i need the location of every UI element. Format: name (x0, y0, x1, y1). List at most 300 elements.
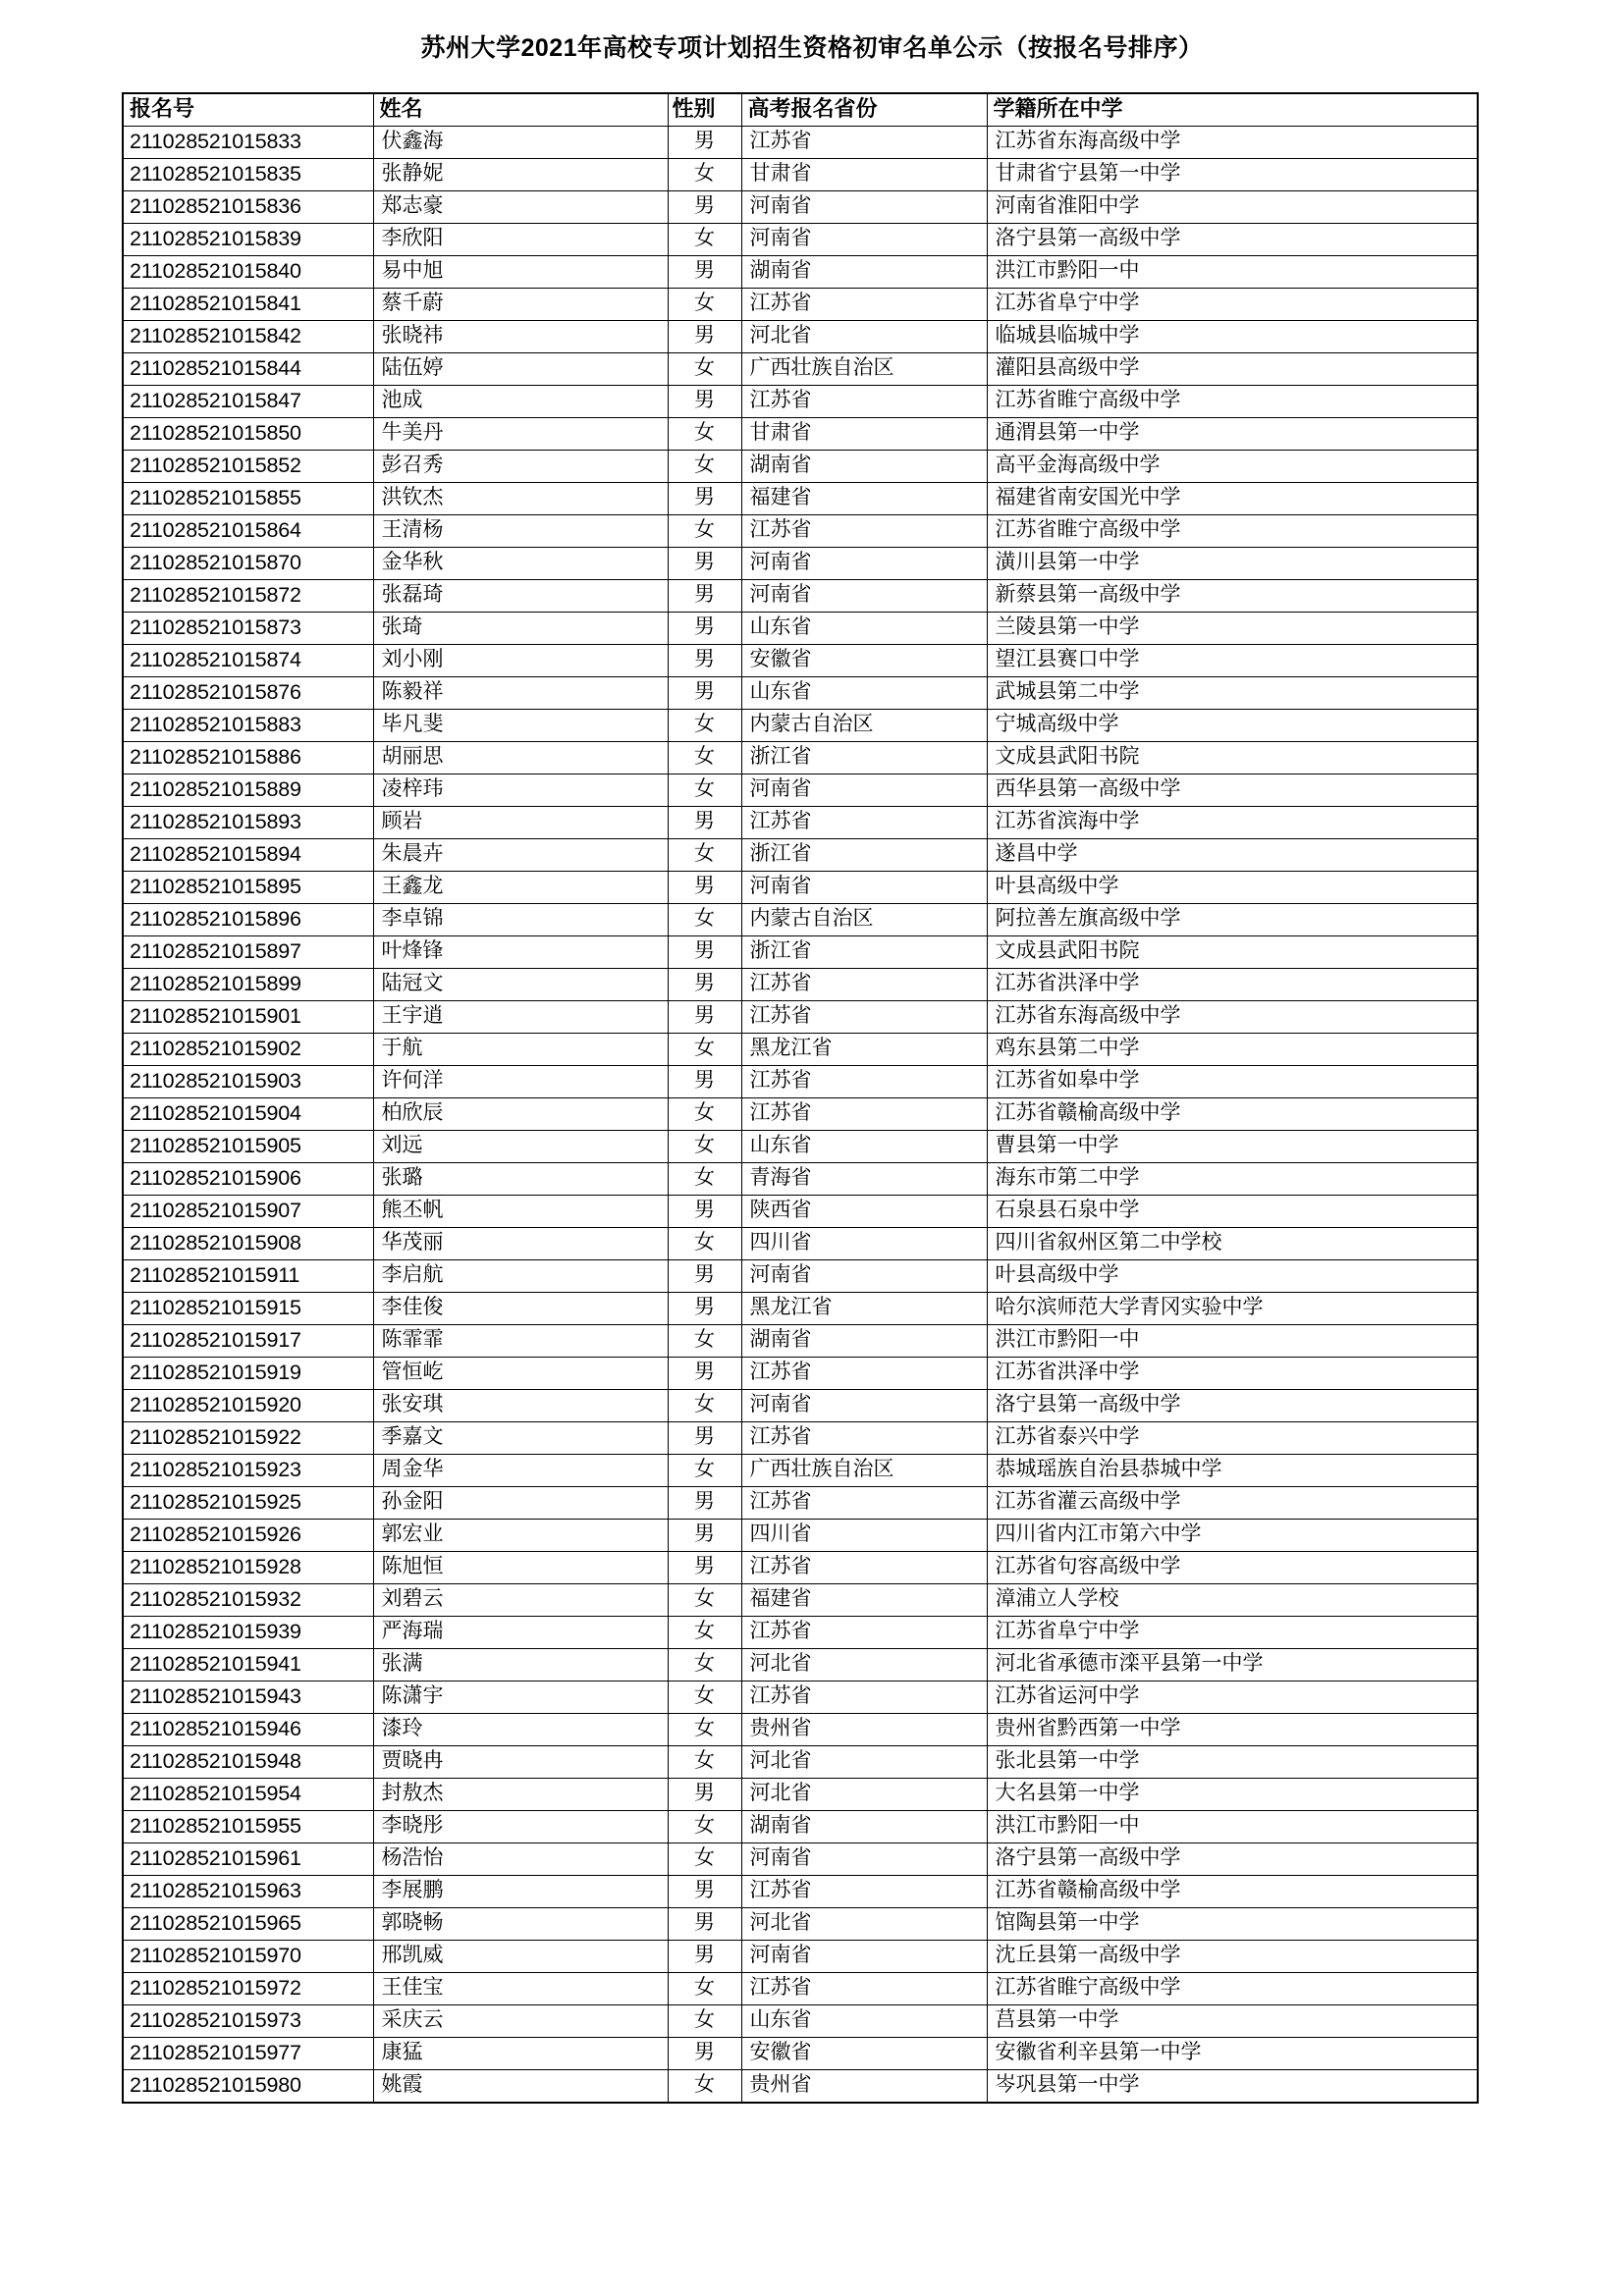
applicant-province-cell: 河南省 (741, 1842, 987, 1875)
applicant-province-cell: 江苏省 (741, 126, 987, 158)
applicant-province-cell: 河南省 (741, 579, 987, 612)
applicant-province-cell: 山东省 (741, 676, 987, 709)
applicant-id-cell: 211028521015850 (123, 417, 373, 450)
applicant-name-cell: 刘碧云 (373, 1583, 668, 1616)
applicant-school-cell: 阿拉善左旗高级中学 (987, 903, 1478, 935)
applicant-school-cell: 洛宁县第一高级中学 (987, 1389, 1478, 1421)
table-row (123, 2004, 1478, 2037)
applicant-province-cell: 浙江省 (741, 935, 987, 968)
applicant-school-cell: 福建省南安国光中学 (987, 482, 1478, 514)
table-row (123, 320, 1478, 352)
applicant-sex-cell: 男 (668, 1065, 741, 1097)
applicant-name-cell: 漆玲 (373, 1713, 668, 1745)
applicant-id-cell: 211028521015872 (123, 579, 373, 612)
applicant-name-cell: 朱晨卉 (373, 838, 668, 871)
applicant-province-cell: 湖南省 (741, 450, 987, 482)
applicant-id-cell: 211028521015904 (123, 1097, 373, 1130)
applicant-id-cell: 211028521015840 (123, 255, 373, 288)
applicant-name-cell: 彭召秀 (373, 450, 668, 482)
applicant-id-cell: 211028521015915 (123, 1292, 373, 1324)
applicant-sex-cell: 男 (668, 1907, 741, 1940)
table-row (123, 482, 1478, 514)
table-row (123, 158, 1478, 190)
applicant-id-cell: 211028521015841 (123, 288, 373, 320)
applicant-province-cell: 江苏省 (741, 968, 987, 1000)
applicant-province-cell: 黑龙江省 (741, 1292, 987, 1324)
applicant-school-cell: 新蔡县第一高级中学 (987, 579, 1478, 612)
table-row (123, 1195, 1478, 1227)
applicant-id-cell: 211028521015897 (123, 935, 373, 968)
applicant-province-cell: 河南省 (741, 1940, 987, 1972)
table-row (123, 1259, 1478, 1292)
applicant-province-cell: 陕西省 (741, 1195, 987, 1227)
table-row (123, 1648, 1478, 1681)
table-row (123, 255, 1478, 288)
applicant-province-cell: 河南省 (741, 774, 987, 806)
applicant-sex-cell: 男 (668, 385, 741, 417)
table-row (123, 806, 1478, 838)
column-header-name: 姓名 (373, 93, 668, 127)
applicant-school-cell: 张北县第一中学 (987, 1745, 1478, 1778)
applicant-id-cell: 211028521015946 (123, 1713, 373, 1745)
applicant-id-cell: 211028521015896 (123, 903, 373, 935)
applicant-id-cell: 211028521015844 (123, 352, 373, 385)
applicant-province-cell: 江苏省 (741, 1681, 987, 1713)
applicant-name-cell: 毕凡斐 (373, 709, 668, 741)
roster-table-container (0, 92, 1624, 2104)
applicant-school-cell: 沈丘县第一高级中学 (987, 1940, 1478, 1972)
applicant-id-cell: 211028521015893 (123, 806, 373, 838)
applicant-province-cell: 浙江省 (741, 838, 987, 871)
applicant-province-cell: 甘肃省 (741, 417, 987, 450)
applicant-school-cell: 甘肃省宁县第一中学 (987, 158, 1478, 190)
table-row (123, 450, 1478, 482)
applicant-school-cell: 江苏省赣榆高级中学 (987, 1875, 1478, 1907)
applicant-sex-cell: 女 (668, 1681, 741, 1713)
column-header-school: 学籍所在中学 (987, 93, 1478, 127)
applicant-school-cell: 潢川县第一中学 (987, 547, 1478, 579)
applicant-school-cell: 洪江市黔阳一中 (987, 1810, 1478, 1842)
applicant-sex-cell: 男 (668, 547, 741, 579)
applicant-school-cell: 石泉县石泉中学 (987, 1195, 1478, 1227)
applicant-sex-cell: 男 (668, 1421, 741, 1454)
applicant-name-cell: 邢凯威 (373, 1940, 668, 1972)
applicant-sex-cell: 男 (668, 968, 741, 1000)
applicant-sex-cell: 女 (668, 158, 741, 190)
applicant-sex-cell: 女 (668, 1162, 741, 1195)
applicant-province-cell: 河北省 (741, 320, 987, 352)
applicant-school-cell: 江苏省阜宁中学 (987, 1616, 1478, 1648)
applicant-school-cell: 江苏省东海高级中学 (987, 126, 1478, 158)
applicant-school-cell: 灌阳县高级中学 (987, 352, 1478, 385)
applicant-id-cell: 211028521015836 (123, 190, 373, 223)
applicant-sex-cell: 女 (668, 1324, 741, 1357)
applicant-name-cell: 张晓祎 (373, 320, 668, 352)
applicant-school-cell: 宁城高级中学 (987, 709, 1478, 741)
applicant-name-cell: 李展鹏 (373, 1875, 668, 1907)
applicant-school-cell: 文成县武阳书院 (987, 741, 1478, 774)
applicant-province-cell: 河南省 (741, 547, 987, 579)
table-row (123, 644, 1478, 676)
applicant-name-cell: 张满 (373, 1648, 668, 1681)
applicant-name-cell: 李欣阳 (373, 223, 668, 255)
applicant-sex-cell: 女 (668, 1033, 741, 1065)
applicant-id-cell: 211028521015883 (123, 709, 373, 741)
applicant-school-cell: 叶县高级中学 (987, 1259, 1478, 1292)
applicant-sex-cell: 男 (668, 935, 741, 968)
applicant-sex-cell: 女 (668, 1454, 741, 1486)
applicant-name-cell: 采庆云 (373, 2004, 668, 2037)
applicant-sex-cell: 女 (668, 1227, 741, 1259)
applicant-sex-cell: 女 (668, 1972, 741, 2004)
applicant-province-cell: 浙江省 (741, 741, 987, 774)
table-body (123, 126, 1478, 2103)
applicant-id-cell: 211028521015923 (123, 1454, 373, 1486)
applicant-school-cell: 江苏省睢宁高级中学 (987, 514, 1478, 547)
applicant-school-cell: 江苏省灌云高级中学 (987, 1486, 1478, 1519)
applicant-id-cell: 211028521015970 (123, 1940, 373, 1972)
applicant-school-cell: 海东市第二中学 (987, 1162, 1478, 1195)
applicant-name-cell: 华茂丽 (373, 1227, 668, 1259)
table-row (123, 1324, 1478, 1357)
table-row (123, 1583, 1478, 1616)
applicant-province-cell: 江苏省 (741, 1616, 987, 1648)
applicant-school-cell: 江苏省滨海中学 (987, 806, 1478, 838)
applicant-id-cell: 211028521015941 (123, 1648, 373, 1681)
applicant-school-cell: 通渭县第一中学 (987, 417, 1478, 450)
applicant-province-cell: 湖南省 (741, 1324, 987, 1357)
applicant-name-cell: 顾岩 (373, 806, 668, 838)
applicant-id-cell: 211028521015928 (123, 1551, 373, 1583)
applicant-province-cell: 黑龙江省 (741, 1033, 987, 1065)
table-row (123, 1745, 1478, 1778)
applicant-school-cell: 四川省叙州区第二中学校 (987, 1227, 1478, 1259)
applicant-province-cell: 河南省 (741, 223, 987, 255)
applicant-school-cell: 江苏省洪泽中学 (987, 1357, 1478, 1389)
applicant-sex-cell: 男 (668, 2037, 741, 2069)
table-row (123, 1519, 1478, 1551)
applicant-sex-cell: 男 (668, 1195, 741, 1227)
applicant-id-cell: 211028521015919 (123, 1357, 373, 1389)
applicant-id-cell: 211028521015894 (123, 838, 373, 871)
applicant-name-cell: 姚霞 (373, 2069, 668, 2103)
applicant-id-cell: 211028521015855 (123, 482, 373, 514)
applicant-name-cell: 李晓彤 (373, 1810, 668, 1842)
table-row (123, 1842, 1478, 1875)
applicant-name-cell: 李卓锦 (373, 903, 668, 935)
applicant-name-cell: 周金华 (373, 1454, 668, 1486)
table-header-row (123, 93, 1478, 127)
applicant-province-cell: 湖南省 (741, 1810, 987, 1842)
applicant-school-cell: 武城县第二中学 (987, 676, 1478, 709)
table-row (123, 1681, 1478, 1713)
applicant-school-cell: 安徽省利辛县第一中学 (987, 2037, 1478, 2069)
applicant-sex-cell: 男 (668, 255, 741, 288)
applicant-id-cell: 211028521015870 (123, 547, 373, 579)
applicant-name-cell: 张磊琦 (373, 579, 668, 612)
applicant-name-cell: 郑志豪 (373, 190, 668, 223)
table-row (123, 547, 1478, 579)
applicant-id-cell: 211028521015961 (123, 1842, 373, 1875)
applicant-sex-cell: 女 (668, 774, 741, 806)
applicant-id-cell: 211028521015901 (123, 1000, 373, 1033)
applicant-name-cell: 郭晓畅 (373, 1907, 668, 1940)
applicant-sex-cell: 男 (668, 644, 741, 676)
applicant-school-cell: 洛宁县第一高级中学 (987, 1842, 1478, 1875)
applicant-name-cell: 康猛 (373, 2037, 668, 2069)
applicant-id-cell: 211028521015980 (123, 2069, 373, 2103)
applicant-sex-cell: 男 (668, 806, 741, 838)
table-row (123, 1778, 1478, 1810)
applicant-sex-cell: 女 (668, 1842, 741, 1875)
applicant-school-cell: 叶县高级中学 (987, 871, 1478, 903)
applicant-province-cell: 山东省 (741, 2004, 987, 2037)
applicant-id-cell: 211028521015873 (123, 612, 373, 644)
applicant-school-cell: 临城县临城中学 (987, 320, 1478, 352)
applicant-name-cell: 陈毅祥 (373, 676, 668, 709)
table-row (123, 1033, 1478, 1065)
column-header-sex: 性别 (668, 93, 741, 127)
applicant-sex-cell: 女 (668, 352, 741, 385)
applicant-name-cell: 柏欣辰 (373, 1097, 668, 1130)
applicant-name-cell: 严海瑞 (373, 1616, 668, 1648)
applicant-name-cell: 王宇逍 (373, 1000, 668, 1033)
applicant-school-cell: 馆陶县第一中学 (987, 1907, 1478, 1940)
applicant-id-cell: 211028521015973 (123, 2004, 373, 2037)
table-row (123, 126, 1478, 158)
applicant-name-cell: 王佳宝 (373, 1972, 668, 2004)
applicant-school-cell: 江苏省睢宁高级中学 (987, 1972, 1478, 2004)
applicant-sex-cell: 女 (668, 1810, 741, 1842)
applicant-name-cell: 张璐 (373, 1162, 668, 1195)
applicant-id-cell: 211028521015977 (123, 2037, 373, 2069)
applicant-id-cell: 211028521015864 (123, 514, 373, 547)
applicant-sex-cell: 女 (668, 838, 741, 871)
applicant-name-cell: 易中旭 (373, 255, 668, 288)
applicant-id-cell: 211028521015972 (123, 1972, 373, 2004)
applicant-province-cell: 湖南省 (741, 255, 987, 288)
applicant-id-cell: 211028521015963 (123, 1875, 373, 1907)
applicant-province-cell: 江苏省 (741, 514, 987, 547)
applicant-id-cell: 211028521015835 (123, 158, 373, 190)
applicant-id-cell: 211028521015908 (123, 1227, 373, 1259)
applicant-sex-cell: 男 (668, 1486, 741, 1519)
applicant-province-cell: 江苏省 (741, 1875, 987, 1907)
applicant-name-cell: 刘小刚 (373, 644, 668, 676)
applicant-school-cell: 江苏省睢宁高级中学 (987, 385, 1478, 417)
applicant-id-cell: 211028521015926 (123, 1519, 373, 1551)
applicant-sex-cell: 女 (668, 1097, 741, 1130)
applicant-province-cell: 安徽省 (741, 2037, 987, 2069)
applicant-name-cell: 贾晓冉 (373, 1745, 668, 1778)
applicant-name-cell: 凌梓玮 (373, 774, 668, 806)
applicant-sex-cell: 女 (668, 1745, 741, 1778)
applicant-sex-cell: 男 (668, 482, 741, 514)
applicant-id-cell: 211028521015948 (123, 1745, 373, 1778)
applicant-sex-cell: 女 (668, 2069, 741, 2103)
applicant-id-cell: 211028521015889 (123, 774, 373, 806)
applicant-sex-cell: 男 (668, 126, 741, 158)
page-title: 苏州大学2021年高校专项计划招生资格初审名单公示（按报名号排序） (420, 34, 1204, 62)
table-row (123, 1810, 1478, 1842)
table-row (123, 417, 1478, 450)
applicant-sex-cell: 男 (668, 1778, 741, 1810)
table-row (123, 676, 1478, 709)
applicant-school-cell: 莒县第一中学 (987, 2004, 1478, 2037)
applicant-name-cell: 王清杨 (373, 514, 668, 547)
applicant-name-cell: 熊丕帆 (373, 1195, 668, 1227)
table-row (123, 579, 1478, 612)
applicant-id-cell: 211028521015852 (123, 450, 373, 482)
applicant-province-cell: 河北省 (741, 1745, 987, 1778)
applicant-name-cell: 池成 (373, 385, 668, 417)
applicant-province-cell: 四川省 (741, 1227, 987, 1259)
table-row (123, 838, 1478, 871)
applicant-id-cell: 211028521015906 (123, 1162, 373, 1195)
applicant-school-cell: 江苏省东海高级中学 (987, 1000, 1478, 1033)
applicant-name-cell: 金华秋 (373, 547, 668, 579)
applicant-id-cell: 211028521015902 (123, 1033, 373, 1065)
applicant-school-cell: 漳浦立人学校 (987, 1583, 1478, 1616)
applicant-name-cell: 叶烽锋 (373, 935, 668, 968)
applicant-sex-cell: 女 (668, 709, 741, 741)
table-row (123, 1713, 1478, 1745)
applicant-sex-cell: 女 (668, 2004, 741, 2037)
applicant-sex-cell: 女 (668, 417, 741, 450)
applicant-province-cell: 甘肃省 (741, 158, 987, 190)
applicant-id-cell: 211028521015922 (123, 1421, 373, 1454)
applicant-name-cell: 许何洋 (373, 1065, 668, 1097)
applicant-sex-cell: 男 (668, 1357, 741, 1389)
applicant-id-cell: 211028521015899 (123, 968, 373, 1000)
table-row (123, 1097, 1478, 1130)
applicant-province-cell: 贵州省 (741, 2069, 987, 2103)
applicant-province-cell: 江苏省 (741, 806, 987, 838)
applicant-id-cell: 211028521015839 (123, 223, 373, 255)
applicant-id-cell: 211028521015895 (123, 871, 373, 903)
table-row (123, 741, 1478, 774)
applicant-sex-cell: 女 (668, 741, 741, 774)
applicant-school-cell: 江苏省洪泽中学 (987, 968, 1478, 1000)
applicant-name-cell: 李佳俊 (373, 1292, 668, 1324)
applicant-province-cell: 河南省 (741, 1389, 987, 1421)
applicant-id-cell: 211028521015874 (123, 644, 373, 676)
table-row (123, 871, 1478, 903)
applicant-province-cell: 江苏省 (741, 1551, 987, 1583)
table-row (123, 1000, 1478, 1033)
applicant-province-cell: 福建省 (741, 1583, 987, 1616)
table-row (123, 1875, 1478, 1907)
table-row (123, 514, 1478, 547)
applicant-province-cell: 河南省 (741, 1259, 987, 1292)
applicant-id-cell: 211028521015955 (123, 1810, 373, 1842)
applicant-province-cell: 内蒙古自治区 (741, 709, 987, 741)
applicant-province-cell: 广西壮族自治区 (741, 1454, 987, 1486)
column-header-id: 报名号 (123, 93, 373, 127)
applicant-sex-cell: 女 (668, 1648, 741, 1681)
applicant-school-cell: 河北省承德市滦平县第一中学 (987, 1648, 1478, 1681)
applicant-province-cell: 江苏省 (741, 288, 987, 320)
table-row (123, 1227, 1478, 1259)
applicant-province-cell: 山东省 (741, 612, 987, 644)
applicant-name-cell: 陈潇宇 (373, 1681, 668, 1713)
applicant-name-cell: 陈旭恒 (373, 1551, 668, 1583)
applicant-school-cell: 贵州省黔西第一中学 (987, 1713, 1478, 1745)
applicant-id-cell: 211028521015833 (123, 126, 373, 158)
applicant-id-cell: 211028521015917 (123, 1324, 373, 1357)
applicant-province-cell: 贵州省 (741, 1713, 987, 1745)
applicant-province-cell: 河北省 (741, 1778, 987, 1810)
applicant-sex-cell: 男 (668, 1551, 741, 1583)
applicant-school-cell: 江苏省阜宁中学 (987, 288, 1478, 320)
applicant-province-cell: 内蒙古自治区 (741, 903, 987, 935)
applicant-id-cell: 211028521015911 (123, 1259, 373, 1292)
table-row (123, 1292, 1478, 1324)
applicant-name-cell: 王鑫龙 (373, 871, 668, 903)
applicant-school-cell: 兰陵县第一中学 (987, 612, 1478, 644)
table-row (123, 903, 1478, 935)
applicant-id-cell: 211028521015847 (123, 385, 373, 417)
applicant-school-cell: 曹县第一中学 (987, 1130, 1478, 1162)
applicant-school-cell: 文成县武阳书院 (987, 935, 1478, 968)
applicant-name-cell: 杨浩怡 (373, 1842, 668, 1875)
applicant-id-cell: 211028521015954 (123, 1778, 373, 1810)
applicant-sex-cell: 男 (668, 676, 741, 709)
applicant-province-cell: 江苏省 (741, 1097, 987, 1130)
applicant-name-cell: 张安琪 (373, 1389, 668, 1421)
applicant-name-cell: 伏鑫海 (373, 126, 668, 158)
applicant-school-cell: 江苏省如皋中学 (987, 1065, 1478, 1097)
applicant-sex-cell: 女 (668, 1130, 741, 1162)
applicant-sex-cell: 女 (668, 223, 741, 255)
applicant-sex-cell: 男 (668, 579, 741, 612)
applicant-name-cell: 孙金阳 (373, 1486, 668, 1519)
applicant-name-cell: 李启航 (373, 1259, 668, 1292)
applicant-id-cell: 211028521015842 (123, 320, 373, 352)
applicant-sex-cell: 女 (668, 288, 741, 320)
applicant-name-cell: 季嘉文 (373, 1421, 668, 1454)
applicant-province-cell: 江苏省 (741, 1357, 987, 1389)
applicant-id-cell: 211028521015907 (123, 1195, 373, 1227)
table-row (123, 1972, 1478, 2004)
applicant-province-cell: 江苏省 (741, 1486, 987, 1519)
applicant-sex-cell: 男 (668, 190, 741, 223)
applicant-sex-cell: 女 (668, 1616, 741, 1648)
applicant-province-cell: 河北省 (741, 1648, 987, 1681)
table-row (123, 1065, 1478, 1097)
applicant-sex-cell: 女 (668, 1389, 741, 1421)
applicant-name-cell: 陆冠文 (373, 968, 668, 1000)
table-row (123, 1130, 1478, 1162)
table-row (123, 2069, 1478, 2103)
table-row (123, 1454, 1478, 1486)
applicant-province-cell: 河北省 (741, 1907, 987, 1940)
applicant-name-cell: 牛美丹 (373, 417, 668, 450)
applicant-name-cell: 于航 (373, 1033, 668, 1065)
applicant-school-cell: 江苏省赣榆高级中学 (987, 1097, 1478, 1130)
applicant-name-cell: 陆伍婷 (373, 352, 668, 385)
applicant-sex-cell: 男 (668, 1259, 741, 1292)
applicant-sex-cell: 女 (668, 514, 741, 547)
applicant-id-cell: 211028521015925 (123, 1486, 373, 1519)
table-row (123, 2037, 1478, 2069)
applicant-school-cell: 哈尔滨师范大学青冈实验中学 (987, 1292, 1478, 1324)
table-header (123, 93, 1478, 127)
applicant-sex-cell: 男 (668, 320, 741, 352)
applicant-province-cell: 江苏省 (741, 1000, 987, 1033)
applicant-sex-cell: 女 (668, 450, 741, 482)
table-row (123, 352, 1478, 385)
